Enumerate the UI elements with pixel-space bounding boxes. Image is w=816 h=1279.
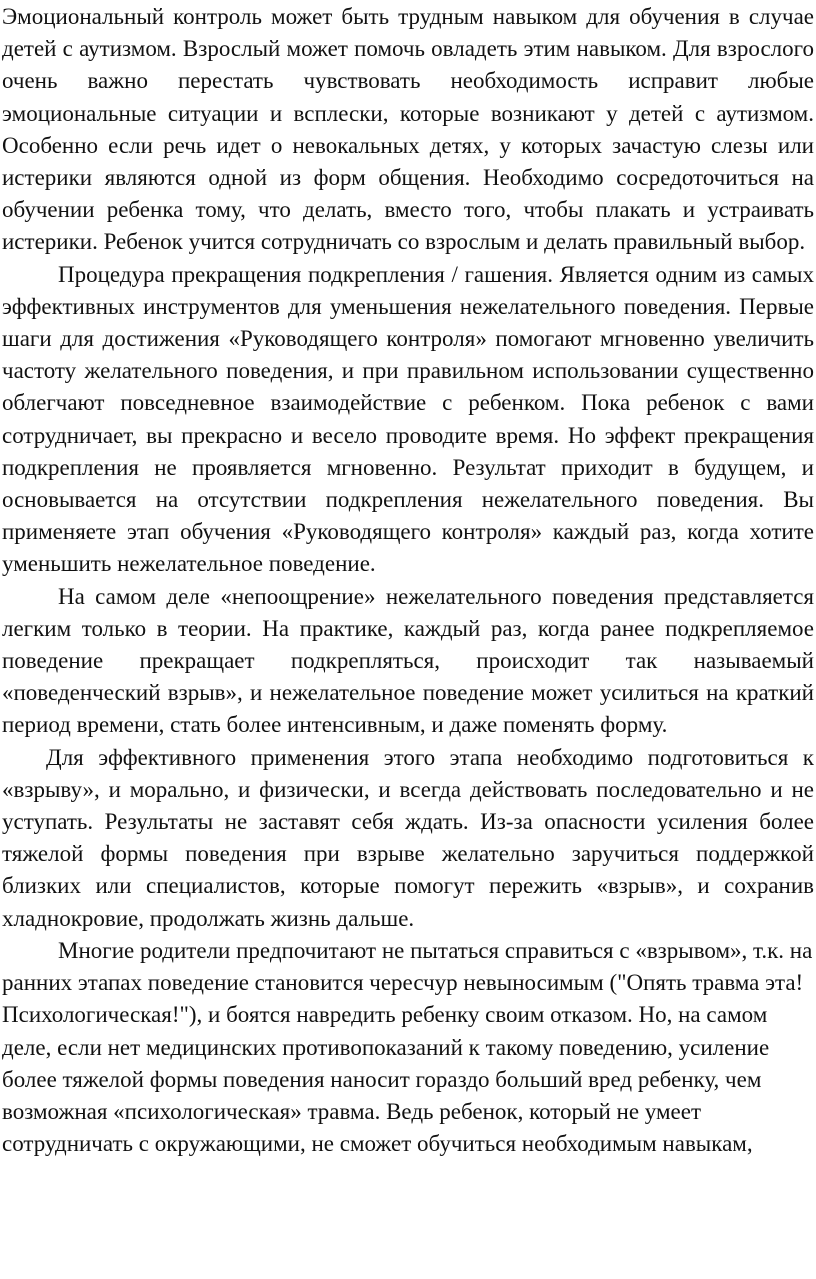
paragraph-1: Эмоциональный контроль может быть трудным навыком для обучения в случае детей с аутизмом. Взрослый может помочь овладеть этим навыком. Для взрослого очень важно перестать чувствовать необходимость исправит любые эмоциональные ситуации и всплески, которые возникают у детей с аутизмом. Особенно если речь идет о невокальных детях, у которых зачастую слезы или истерики являются одной из форм общения. Необходимо сосредоточиться на обучении ребенка тому, что делать, вместо того, чтобы плакать и устраивать истерики. Ребенок учится сотрудничать со взрослым и делать правильный выбор. <box>2 4 814 255</box>
paragraph-2: Процедура прекращения подкрепления / гашения. Является одним из самых эффективных инструментов для уменьшения нежелательного поведения. Первые шаги для достижения «Руководящего контроля» помогают мгновенно увеличить частоту желательного поведения, и при правильном использовании существенно облегчают повседневное взаимодействие с ребенком. Пока ребенок с вами сотрудничает, вы прекрасно и весело проводите время. Но эффект прекращения подкрепления не проявляется мгновенно. Результат приходит в будущем, и основывается на отсутствии подкрепления нежелательного поведения. Вы применяете этап обучения «Руководящего контроля» каждый раз, когда хотите уменьшить нежелательное поведение. <box>2 261 814 577</box>
paragraph-4: Для эффективного применения этого этапа необходимо подготовиться к «взрыву», и морально, и физически, и всегда действовать последовательно и не уступать. Результаты не заставят себя ждать. Из-за опасности усиления более тяжелой формы поведения при взрыве желательно заручиться поддержкой близких или специалистов, которые помогут пережить «взрыв», и сохранив хладнокровие, продолжать жизнь дальше. <box>2 744 814 931</box>
paragraph-3: На самом деле «непоощрение» нежелательного поведения представляется легким только в теории. На практике, каждый раз, когда ранее подкрепляемое поведение прекращает подкрепляться, происходит так называемый «поведенческий взрыв», и нежелательное поведение может усилиться на краткий период времени, стать более интенсивным, и даже поменять форму. <box>2 583 814 738</box>
paragraph-5: Многие родители предпочитают не пытаться справиться с «взрывом», т.к. на ранних этапах поведение становится чересчур невыносимым ("Опять травма эта! Психологическая!"), и боятся навредить ребенку своим отказом. Но, на самом деле, если нет медицинских противопоказаний к такому поведению, усиление более тяжелой формы поведения наносит гораздо больший вред ребенку, чем возможная «психологическая» травма. Ведь ребенок, который не умеет сотрудничать с окружающими, не сможет обучиться необходимым навыкам, <box>2 937 813 1157</box>
